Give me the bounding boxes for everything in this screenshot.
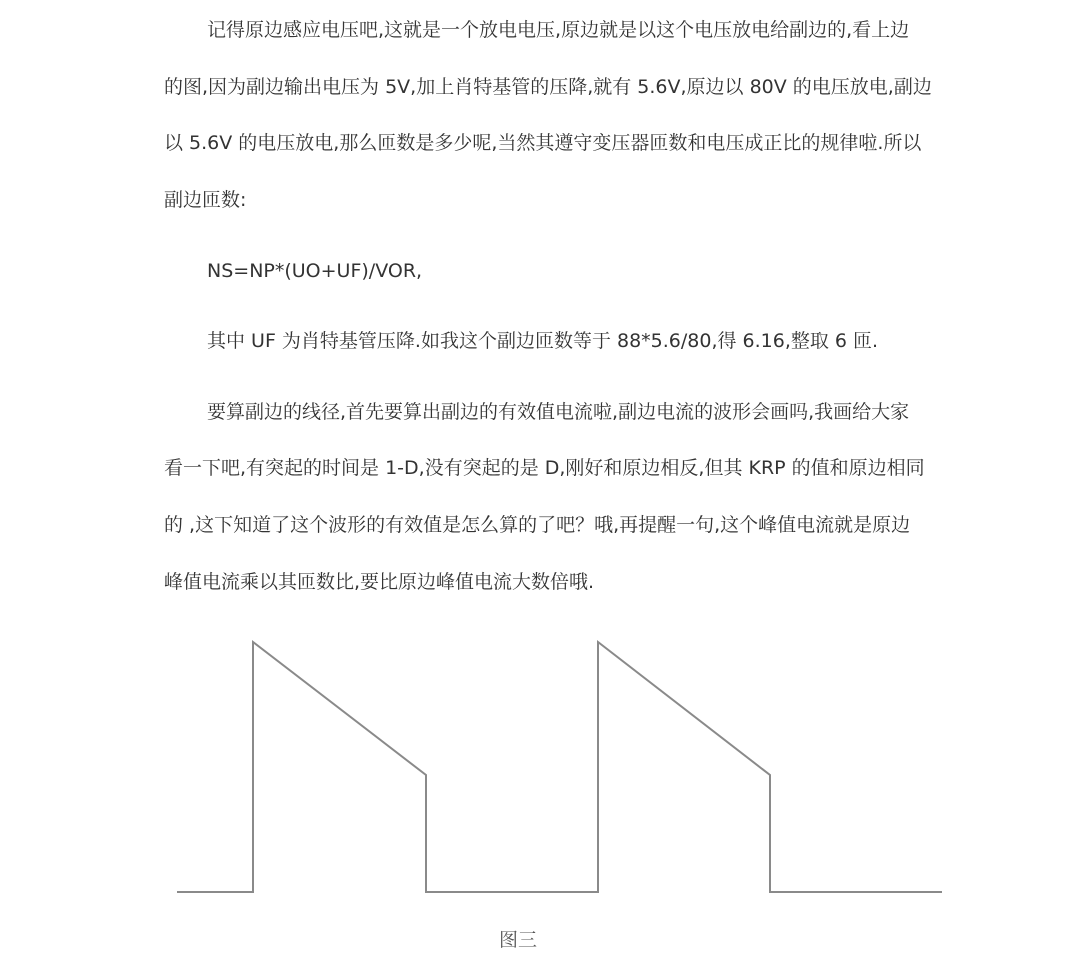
paragraph-4-line-1: 要算副边的线径,首先要算出副边的有效值电流啦,副边电流的波形会画吗,我画给大家 <box>207 401 910 423</box>
paragraph-1-line-2: 的图,因为副边输出电压为 5V,加上肖特基管的压降,就有 5.6V,原边以 80V 的电压放电,副边 <box>164 76 932 98</box>
paragraph-4-line-2: 看一下吧,有突起的时间是 1-D,没有突起的是 D,刚好和原边相反,但其 KRP 的值和原边相同 <box>164 457 925 479</box>
paragraph-4-line-4: 峰值电流乘以其匝数比,要比原边峰值电流大数倍哦. <box>164 571 595 593</box>
paragraph-4-line-3: 的 ,这下知道了这个波形的有效值是怎么算的了吧？哦,再提醒一句,这个峰值电流就是原边 <box>164 514 911 536</box>
paragraph-1-line-4: 副边匝数: <box>164 189 247 211</box>
current-waveform-line <box>177 642 942 892</box>
paragraph-3-line-1: 其中 UF 为肖特基管压降.如我这个副边匝数等于 88*5.6/80,得 6.16,整取 6 匝. <box>207 330 879 352</box>
figure-caption: 图三 <box>498 929 537 951</box>
formula-line: NS=NP*(UO+UF)/VOR, <box>207 260 423 282</box>
paragraph-1-line-3: 以 5.6V 的电压放电,那么匝数是多少呢,当然其遵守变压器匝数和电压成正比的规律啦.所以 <box>164 132 922 154</box>
paragraph-1-line-1: 记得原边感应电压吧,这就是一个放电电压,原边就是以这个电压放电给副边的,看上边 <box>207 19 910 41</box>
